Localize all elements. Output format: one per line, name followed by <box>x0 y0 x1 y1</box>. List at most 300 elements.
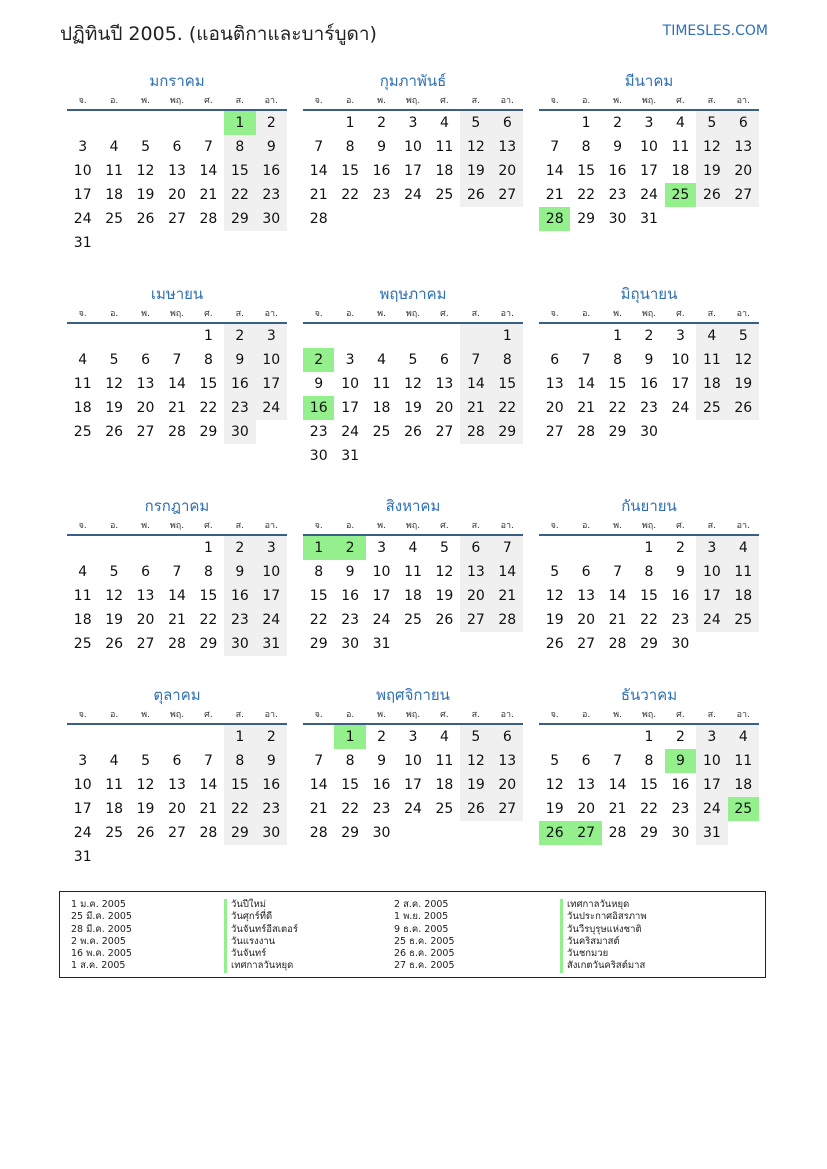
holiday-date: 25 มี.ค. 2005 <box>71 911 132 923</box>
day-cell: 17 <box>404 163 422 179</box>
holiday-date: 16 พ.ค. 2005 <box>71 948 132 960</box>
day-cell: 10 <box>696 749 727 773</box>
month-name: กันยายน <box>621 497 677 515</box>
day-cell: 5 <box>141 753 151 769</box>
day-cell: 28 <box>608 825 627 841</box>
day-cell: 30 <box>671 825 690 841</box>
holiday-name: วันจันทร์ <box>231 948 267 960</box>
day-cell: 12 <box>136 777 155 793</box>
day-cell: 8 <box>581 139 591 155</box>
weekday-label: จ. <box>550 710 559 720</box>
day-grid <box>539 111 759 231</box>
weekday-label: ศ. <box>204 96 213 106</box>
day-cell: 5 <box>696 111 727 135</box>
day-cell: 19 <box>105 400 124 416</box>
day-cell: 21 <box>168 612 186 628</box>
day-cell: 4 <box>728 725 759 749</box>
day-cell: 15 <box>640 777 658 793</box>
brand-link[interactable]: TIMESLES.COM <box>662 23 768 39</box>
holiday-day-cell: 1 <box>224 111 255 135</box>
weekday-label: อา. <box>500 309 514 319</box>
day-cell: 4 <box>78 564 88 580</box>
empty-day-cell <box>130 324 161 348</box>
day-cell: 22 <box>199 400 218 416</box>
day-cell: 12 <box>460 135 491 159</box>
day-cell: 1 <box>644 729 654 745</box>
day-cell: 27 <box>168 825 186 841</box>
day-cell: 2 <box>377 729 387 745</box>
day-cell: 29 <box>341 825 360 841</box>
month-name: ธันวาคม <box>620 686 678 704</box>
day-cell: 19 <box>435 588 454 604</box>
day-cell: 21 <box>608 801 627 817</box>
day-cell: 8 <box>314 564 324 580</box>
day-cell: 11 <box>404 564 422 580</box>
day-cell: 4 <box>109 139 119 155</box>
day-cell: 16 <box>224 372 255 396</box>
day-cell: 10 <box>256 560 287 584</box>
day-cell: 29 <box>309 636 328 652</box>
day-cell: 13 <box>492 749 523 773</box>
day-cell: 25 <box>435 801 454 817</box>
day-cell: 30 <box>309 448 328 464</box>
month-name: พฤศจิกายน <box>376 686 450 704</box>
day-cell: 7 <box>203 139 213 155</box>
day-cell: 18 <box>73 612 92 628</box>
day-cell: 4 <box>78 352 88 368</box>
day-cell: 14 <box>168 588 186 604</box>
day-cell: 23 <box>256 183 287 207</box>
weekday-label: พฤ. <box>405 710 421 720</box>
day-cell: 16 <box>256 773 287 797</box>
day-cell: 6 <box>460 536 491 560</box>
empty-day-cell <box>67 111 98 135</box>
holiday-name: วันแรงงาน <box>231 935 276 947</box>
empty-day-cell <box>539 111 570 135</box>
day-cell: 18 <box>105 801 124 817</box>
day-cell: 3 <box>256 324 287 348</box>
day-cell: 25 <box>73 636 92 652</box>
day-cell: 5 <box>460 725 491 749</box>
weekday-label: พ. <box>377 309 386 319</box>
weekday-label: อา. <box>500 710 514 720</box>
day-cell: 27 <box>136 424 155 440</box>
weekday-label: จ. <box>78 710 87 720</box>
weekday-label: จ. <box>550 96 559 106</box>
day-cell: 16 <box>671 588 690 604</box>
holiday-date: 26 ธ.ค. 2005 <box>394 948 455 960</box>
weekday-label: อา. <box>736 710 750 720</box>
day-cell: 1 <box>345 115 355 131</box>
weekday-label: พ. <box>613 309 622 319</box>
day-cell: 5 <box>408 352 418 368</box>
day-cell: 10 <box>256 348 287 372</box>
weekday-label: อ. <box>109 96 119 106</box>
empty-day-cell <box>460 324 491 348</box>
weekday-label: อ. <box>581 710 591 720</box>
day-cell: 5 <box>141 139 151 155</box>
day-cell: 28 <box>460 420 491 444</box>
day-grid <box>67 324 287 444</box>
day-cell: 15 <box>199 588 218 604</box>
day-cell: 29 <box>640 825 658 841</box>
day-cell: 21 <box>492 584 523 608</box>
day-cell: 1 <box>644 540 654 556</box>
weekday-label: พฤ. <box>405 521 421 531</box>
day-cell: 13 <box>460 560 491 584</box>
day-grid <box>539 725 759 845</box>
day-cell: 21 <box>309 187 328 203</box>
day-cell: 20 <box>577 801 596 817</box>
weekday-label: พ. <box>141 710 150 720</box>
empty-day-cell <box>602 725 633 749</box>
holiday-date: 2 ส.ค. 2005 <box>394 899 449 910</box>
day-cell: 8 <box>644 753 654 769</box>
day-cell: 23 <box>671 612 690 628</box>
day-cell: 29 <box>199 636 218 652</box>
day-cell: 23 <box>309 424 328 440</box>
day-cell: 30 <box>341 636 360 652</box>
month-block <box>303 71 523 231</box>
day-cell: 5 <box>109 564 119 580</box>
empty-day-cell <box>570 725 601 749</box>
day-cell: 13 <box>168 163 186 179</box>
month-block <box>539 496 759 656</box>
weekday-label: อา. <box>500 96 514 106</box>
day-cell: 30 <box>224 632 255 656</box>
day-cell: 15 <box>341 163 360 179</box>
day-cell: 13 <box>728 135 759 159</box>
month-name: พฤษภาคม <box>379 285 447 303</box>
weekday-label: ศ. <box>204 521 213 531</box>
day-cell: 30 <box>256 821 287 845</box>
day-cell: 4 <box>109 753 119 769</box>
day-cell: 28 <box>577 424 596 440</box>
day-cell: 16 <box>640 376 658 392</box>
day-cell: 14 <box>545 163 564 179</box>
day-cell: 18 <box>435 163 454 179</box>
empty-day-cell <box>161 324 192 348</box>
month-block <box>539 284 759 444</box>
day-cell: 18 <box>728 584 759 608</box>
day-cell: 3 <box>256 536 287 560</box>
day-cell: 25 <box>105 825 124 841</box>
month-name: มกราคม <box>149 72 205 90</box>
day-cell: 27 <box>577 636 596 652</box>
day-cell: 30 <box>224 420 255 444</box>
weekday-label: ส. <box>471 309 480 319</box>
day-cell: 7 <box>172 564 182 580</box>
day-cell: 8 <box>224 135 255 159</box>
day-cell: 31 <box>341 448 360 464</box>
weekday-label: ศ. <box>440 309 449 319</box>
day-cell: 27 <box>728 183 759 207</box>
weekday-label: พ. <box>141 521 150 531</box>
day-cell: 26 <box>435 612 454 628</box>
weekday-label: ส. <box>707 309 716 319</box>
day-cell: 1 <box>492 324 523 348</box>
day-cell: 2 <box>256 725 287 749</box>
day-grid <box>303 725 523 845</box>
day-cell: 29 <box>608 424 627 440</box>
day-cell: 30 <box>640 424 658 440</box>
weekday-label: อ. <box>345 521 355 531</box>
day-cell: 2 <box>644 328 654 344</box>
day-cell: 20 <box>168 801 186 817</box>
day-cell: 12 <box>435 564 454 580</box>
day-cell: 26 <box>460 797 491 821</box>
day-cell: 3 <box>696 725 727 749</box>
day-cell: 25 <box>105 211 124 227</box>
weekday-label: ส. <box>235 309 244 319</box>
day-cell: 3 <box>78 139 88 155</box>
day-cell: 26 <box>136 211 155 227</box>
empty-day-cell <box>161 536 192 560</box>
day-cell: 19 <box>136 187 155 203</box>
day-cell: 25 <box>404 612 422 628</box>
weekday-label: จ. <box>550 521 559 531</box>
day-cell: 26 <box>460 183 491 207</box>
day-cell: 4 <box>728 536 759 560</box>
holiday-day-cell: 2 <box>303 348 334 372</box>
day-cell: 22 <box>577 187 596 203</box>
holiday-name: เทศกาลวันหยุด <box>567 899 630 910</box>
weekday-label: ศ. <box>440 710 449 720</box>
day-cell: 8 <box>203 564 213 580</box>
weekday-label: ส. <box>235 96 244 106</box>
empty-day-cell <box>130 111 161 135</box>
day-cell: 19 <box>696 159 727 183</box>
empty-day-cell <box>67 536 98 560</box>
day-cell: 21 <box>577 400 596 416</box>
holiday-names-right <box>560 899 647 973</box>
day-cell: 13 <box>577 777 596 793</box>
day-cell: 27 <box>460 608 491 632</box>
day-cell: 11 <box>696 348 727 372</box>
weekday-label: อ. <box>345 710 355 720</box>
day-cell: 19 <box>105 612 124 628</box>
weekday-label: อ. <box>581 521 591 531</box>
day-cell: 30 <box>372 825 391 841</box>
holiday-list <box>59 891 766 978</box>
weekday-header <box>539 93 759 111</box>
day-cell: 12 <box>136 163 155 179</box>
day-cell: 24 <box>404 187 422 203</box>
day-cell: 15 <box>640 588 658 604</box>
day-cell: 20 <box>545 400 564 416</box>
day-cell: 11 <box>728 749 759 773</box>
day-cell: 31 <box>640 211 658 227</box>
weekday-label: พฤ. <box>641 710 657 720</box>
day-cell: 14 <box>199 163 218 179</box>
day-cell: 24 <box>404 801 422 817</box>
day-cell: 9 <box>644 352 654 368</box>
empty-day-cell <box>67 725 98 749</box>
month-block <box>303 685 523 845</box>
day-grid <box>67 536 287 656</box>
day-cell: 29 <box>492 420 523 444</box>
day-cell: 19 <box>545 612 564 628</box>
weekday-label: จ. <box>314 710 323 720</box>
holiday-day-cell: 26 <box>539 821 570 845</box>
weekday-label: จ. <box>550 309 559 319</box>
holiday-names-left <box>224 899 298 973</box>
day-cell: 17 <box>696 773 727 797</box>
day-cell: 13 <box>577 588 596 604</box>
day-cell: 2 <box>224 324 255 348</box>
day-cell: 29 <box>224 821 255 845</box>
day-cell: 26 <box>105 636 124 652</box>
day-cell: 26 <box>545 636 564 652</box>
day-cell: 18 <box>696 372 727 396</box>
weekday-label: พฤ. <box>169 521 185 531</box>
day-cell: 8 <box>492 348 523 372</box>
page-title: ปฏิทินปี 2005. (แอนติกาและบาร์บูดา) <box>60 23 377 45</box>
day-cell: 24 <box>256 608 287 632</box>
day-cell: 17 <box>73 187 92 203</box>
day-cell: 26 <box>105 424 124 440</box>
day-cell: 23 <box>671 801 690 817</box>
day-cell: 8 <box>203 352 213 368</box>
weekday-label: อา. <box>736 96 750 106</box>
weekday-label: อา. <box>500 521 514 531</box>
day-cell: 21 <box>460 396 491 420</box>
day-cell: 7 <box>613 753 623 769</box>
weekday-label: ส. <box>471 710 480 720</box>
day-cell: 14 <box>199 777 218 793</box>
day-cell: 6 <box>439 352 449 368</box>
holiday-date: 1 พ.ย. 2005 <box>394 911 449 923</box>
day-cell: 15 <box>577 163 596 179</box>
weekday-label: อ. <box>109 521 119 531</box>
day-cell: 27 <box>492 797 523 821</box>
day-cell: 6 <box>492 111 523 135</box>
month-name: มีนาคม <box>624 72 674 90</box>
day-cell: 20 <box>577 612 596 628</box>
month-block <box>67 284 287 444</box>
empty-day-cell <box>366 324 397 348</box>
day-cell: 14 <box>577 376 596 392</box>
empty-day-cell <box>303 324 334 348</box>
day-cell: 31 <box>696 821 727 845</box>
weekday-label: พฤ. <box>641 309 657 319</box>
day-cell: 23 <box>372 801 391 817</box>
day-cell: 16 <box>256 159 287 183</box>
weekday-label: ศ. <box>204 309 213 319</box>
weekday-header <box>539 306 759 324</box>
weekday-label: อ. <box>345 96 355 106</box>
day-cell: 4 <box>439 729 449 745</box>
day-cell: 17 <box>256 584 287 608</box>
month-block <box>539 71 759 231</box>
weekday-header <box>303 93 523 111</box>
weekday-label: อา. <box>736 309 750 319</box>
empty-day-cell <box>161 111 192 135</box>
day-cell: 20 <box>492 159 523 183</box>
day-cell: 11 <box>435 753 454 769</box>
day-cell: 16 <box>224 584 255 608</box>
day-cell: 18 <box>73 400 92 416</box>
day-cell: 8 <box>345 139 355 155</box>
day-grid <box>539 536 759 656</box>
day-cell: 28 <box>168 424 186 440</box>
month-name: กรกฎาคม <box>144 497 210 515</box>
month-block <box>303 284 523 468</box>
holiday-day-cell: 28 <box>539 207 570 231</box>
month-name: มิถุนายน <box>620 285 678 303</box>
weekday-header <box>539 707 759 725</box>
day-cell: 22 <box>224 797 255 821</box>
day-cell: 5 <box>728 324 759 348</box>
empty-day-cell <box>602 536 633 560</box>
day-cell: 20 <box>168 187 186 203</box>
day-cell: 9 <box>224 348 255 372</box>
day-cell: 9 <box>613 139 623 155</box>
day-cell: 22 <box>640 801 658 817</box>
weekday-header <box>67 93 287 111</box>
weekday-label: อา. <box>264 521 278 531</box>
day-cell: 7 <box>203 753 213 769</box>
day-cell: 20 <box>136 612 155 628</box>
weekday-label: อ. <box>345 309 355 319</box>
day-cell: 27 <box>435 424 454 440</box>
day-cell: 24 <box>73 825 92 841</box>
holiday-day-cell: 25 <box>728 797 759 821</box>
day-cell: 12 <box>728 348 759 372</box>
day-cell: 30 <box>671 636 690 652</box>
empty-day-cell <box>193 725 224 749</box>
day-cell: 18 <box>404 588 422 604</box>
weekday-label: พฤ. <box>169 96 185 106</box>
holiday-date: 2 พ.ค. 2005 <box>71 935 126 947</box>
day-cell: 14 <box>608 588 627 604</box>
day-cell: 10 <box>73 163 92 179</box>
day-cell: 4 <box>377 352 387 368</box>
weekday-label: พฤ. <box>405 96 421 106</box>
month-block <box>539 685 759 845</box>
holiday-name: เทศกาลวันหยุด <box>231 960 294 972</box>
day-cell: 4 <box>408 540 418 556</box>
day-cell: 21 <box>199 801 218 817</box>
empty-day-cell <box>334 324 365 348</box>
holiday-day-cell: 27 <box>570 821 601 845</box>
holiday-day-cell: 9 <box>665 749 696 773</box>
day-cell: 6 <box>172 139 182 155</box>
day-cell: 13 <box>168 777 186 793</box>
day-cell: 31 <box>73 849 92 865</box>
day-cell: 22 <box>341 187 360 203</box>
day-cell: 7 <box>550 139 560 155</box>
day-cell: 2 <box>613 115 623 131</box>
day-cell: 6 <box>550 352 560 368</box>
weekday-label: พฤ. <box>169 710 185 720</box>
day-cell: 14 <box>460 372 491 396</box>
day-cell: 12 <box>404 376 422 392</box>
day-cell: 23 <box>224 396 255 420</box>
day-cell: 6 <box>141 564 151 580</box>
empty-day-cell <box>429 324 460 348</box>
day-cell: 17 <box>372 588 391 604</box>
day-cell: 28 <box>309 825 328 841</box>
day-cell: 23 <box>372 187 391 203</box>
day-cell: 2 <box>675 540 685 556</box>
day-cell: 27 <box>492 183 523 207</box>
holiday-date: 25 ธ.ค. 2005 <box>394 935 455 947</box>
weekday-label: จ. <box>78 309 87 319</box>
empty-day-cell <box>98 111 129 135</box>
day-cell: 8 <box>644 564 654 580</box>
day-cell: 23 <box>224 608 255 632</box>
